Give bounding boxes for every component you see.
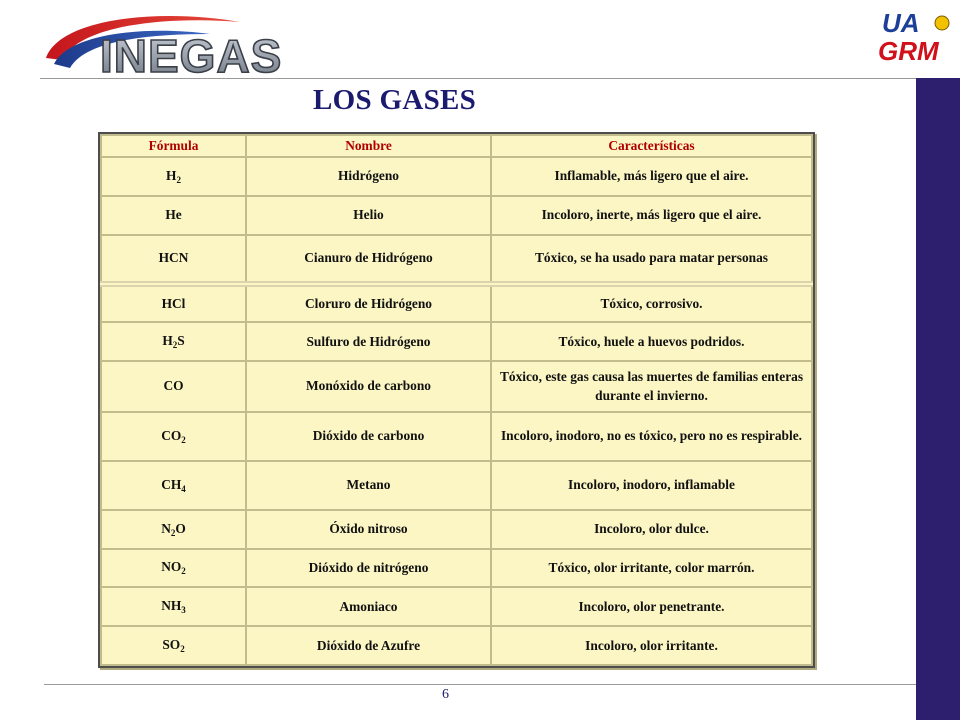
uagrm-logo-bottom: GRM	[878, 36, 939, 66]
name-cell: Monóxido de carbono	[246, 361, 491, 412]
formula-base: NO	[161, 559, 182, 575]
table-body	[101, 157, 812, 665]
characteristics-cell: Tóxico, este gas causa las muertes de familias enteras durante el invierno.	[491, 361, 812, 412]
table-row	[101, 510, 812, 549]
name-cell: Sulfuro de Hidrógeno	[246, 322, 491, 361]
formula-cell	[101, 284, 246, 323]
table-header-row	[101, 135, 812, 157]
uagrm-logo-top: UA	[882, 8, 920, 38]
name-cell: Dióxido de Azufre	[246, 626, 491, 665]
characteristics-cell: Inflamable, más ligero que el aire.	[491, 157, 812, 196]
formula-base: HCN	[158, 250, 189, 266]
formula-base: N	[161, 520, 171, 536]
formula-subscript: 2	[172, 340, 178, 351]
characteristics-cell: Incoloro, olor irritante.	[491, 626, 812, 665]
formula-cell	[101, 196, 246, 235]
table-row	[101, 196, 812, 235]
formula-subscript: 2	[176, 174, 181, 185]
table-row	[101, 235, 812, 284]
formula-tail: O	[175, 520, 186, 536]
formula-subscript: 3	[181, 605, 186, 616]
table-row	[101, 412, 812, 461]
inegas-logo-text: INEGAS	[100, 30, 283, 78]
formula-cell	[101, 587, 246, 626]
name-cell: Amoniaco	[246, 587, 491, 626]
characteristics-cell: Tóxico, huele a huevos podridos.	[491, 322, 812, 361]
formula-subscript: 2	[181, 566, 186, 577]
formula-cell	[101, 412, 246, 461]
uagrm-seal-icon	[935, 16, 949, 30]
formula-cell	[101, 235, 246, 284]
formula-cell	[101, 461, 246, 510]
formula-base: NH	[161, 598, 182, 614]
formula-tail: S	[177, 333, 185, 349]
name-cell: Hidrógeno	[246, 157, 491, 196]
table-row	[101, 549, 812, 588]
slide-title: LOS GASES	[313, 84, 477, 116]
characteristics-cell: Incoloro, olor penetrante.	[491, 587, 812, 626]
name-cell: Óxido nitroso	[246, 510, 491, 549]
characteristics-cell: Tóxico, corrosivo.	[491, 284, 812, 323]
header-formula: Fórmula	[101, 135, 246, 157]
formula-base: H	[166, 167, 177, 183]
table-row	[101, 361, 812, 412]
table-row	[101, 322, 812, 361]
gases-table-container	[98, 132, 815, 668]
formula-subscript: 2	[170, 527, 176, 538]
name-cell: Cloruro de Hidrógeno	[246, 284, 491, 323]
formula-base: CH	[161, 476, 182, 492]
side-accent-bar	[916, 78, 960, 720]
table-row	[101, 587, 812, 626]
table-row	[101, 461, 812, 510]
characteristics-cell: Incoloro, inodoro, inflamable	[491, 461, 812, 510]
formula-subscript: 4	[181, 483, 186, 494]
gases-table	[100, 134, 813, 666]
header-name: Nombre	[246, 135, 491, 157]
formula-base: H	[162, 333, 173, 349]
formula-cell	[101, 626, 246, 665]
uagrm-logo	[872, 8, 958, 66]
formula-base: SO	[162, 637, 181, 653]
formula-subscript: 2	[180, 644, 185, 655]
formula-base: CO	[163, 378, 184, 394]
page-number: 6	[442, 687, 449, 702]
characteristics-cell: Incoloro, olor dulce.	[491, 510, 812, 549]
table-row	[101, 284, 812, 323]
formula-base: HCl	[161, 295, 186, 311]
name-cell: Metano	[246, 461, 491, 510]
name-cell: Dióxido de carbono	[246, 412, 491, 461]
characteristics-cell: Tóxico, se ha usado para matar personas	[491, 235, 812, 284]
formula-cell	[101, 157, 246, 196]
header-characteristics: Características	[491, 135, 812, 157]
footer-divider	[44, 684, 916, 685]
characteristics-cell: Incoloro, inerte, más ligero que el aire.	[491, 196, 812, 235]
formula-cell	[101, 361, 246, 412]
formula-cell	[101, 549, 246, 588]
characteristics-cell: Tóxico, olor irritante, color marrón.	[491, 549, 812, 588]
formula-subscript: 2	[181, 434, 186, 445]
table-row	[101, 157, 812, 196]
table-row	[101, 626, 812, 665]
name-cell: Helio	[246, 196, 491, 235]
formula-base: CO	[161, 427, 182, 443]
formula-cell	[101, 322, 246, 361]
inegas-logo	[40, 6, 310, 78]
name-cell: Dióxido de nitrógeno	[246, 549, 491, 588]
name-cell: Cianuro de Hidrógeno	[246, 235, 491, 284]
characteristics-cell: Incoloro, inodoro, no es tóxico, pero no es respirable.	[491, 412, 812, 461]
formula-base: He	[165, 207, 182, 223]
header-divider	[40, 78, 916, 79]
formula-cell	[101, 510, 246, 549]
